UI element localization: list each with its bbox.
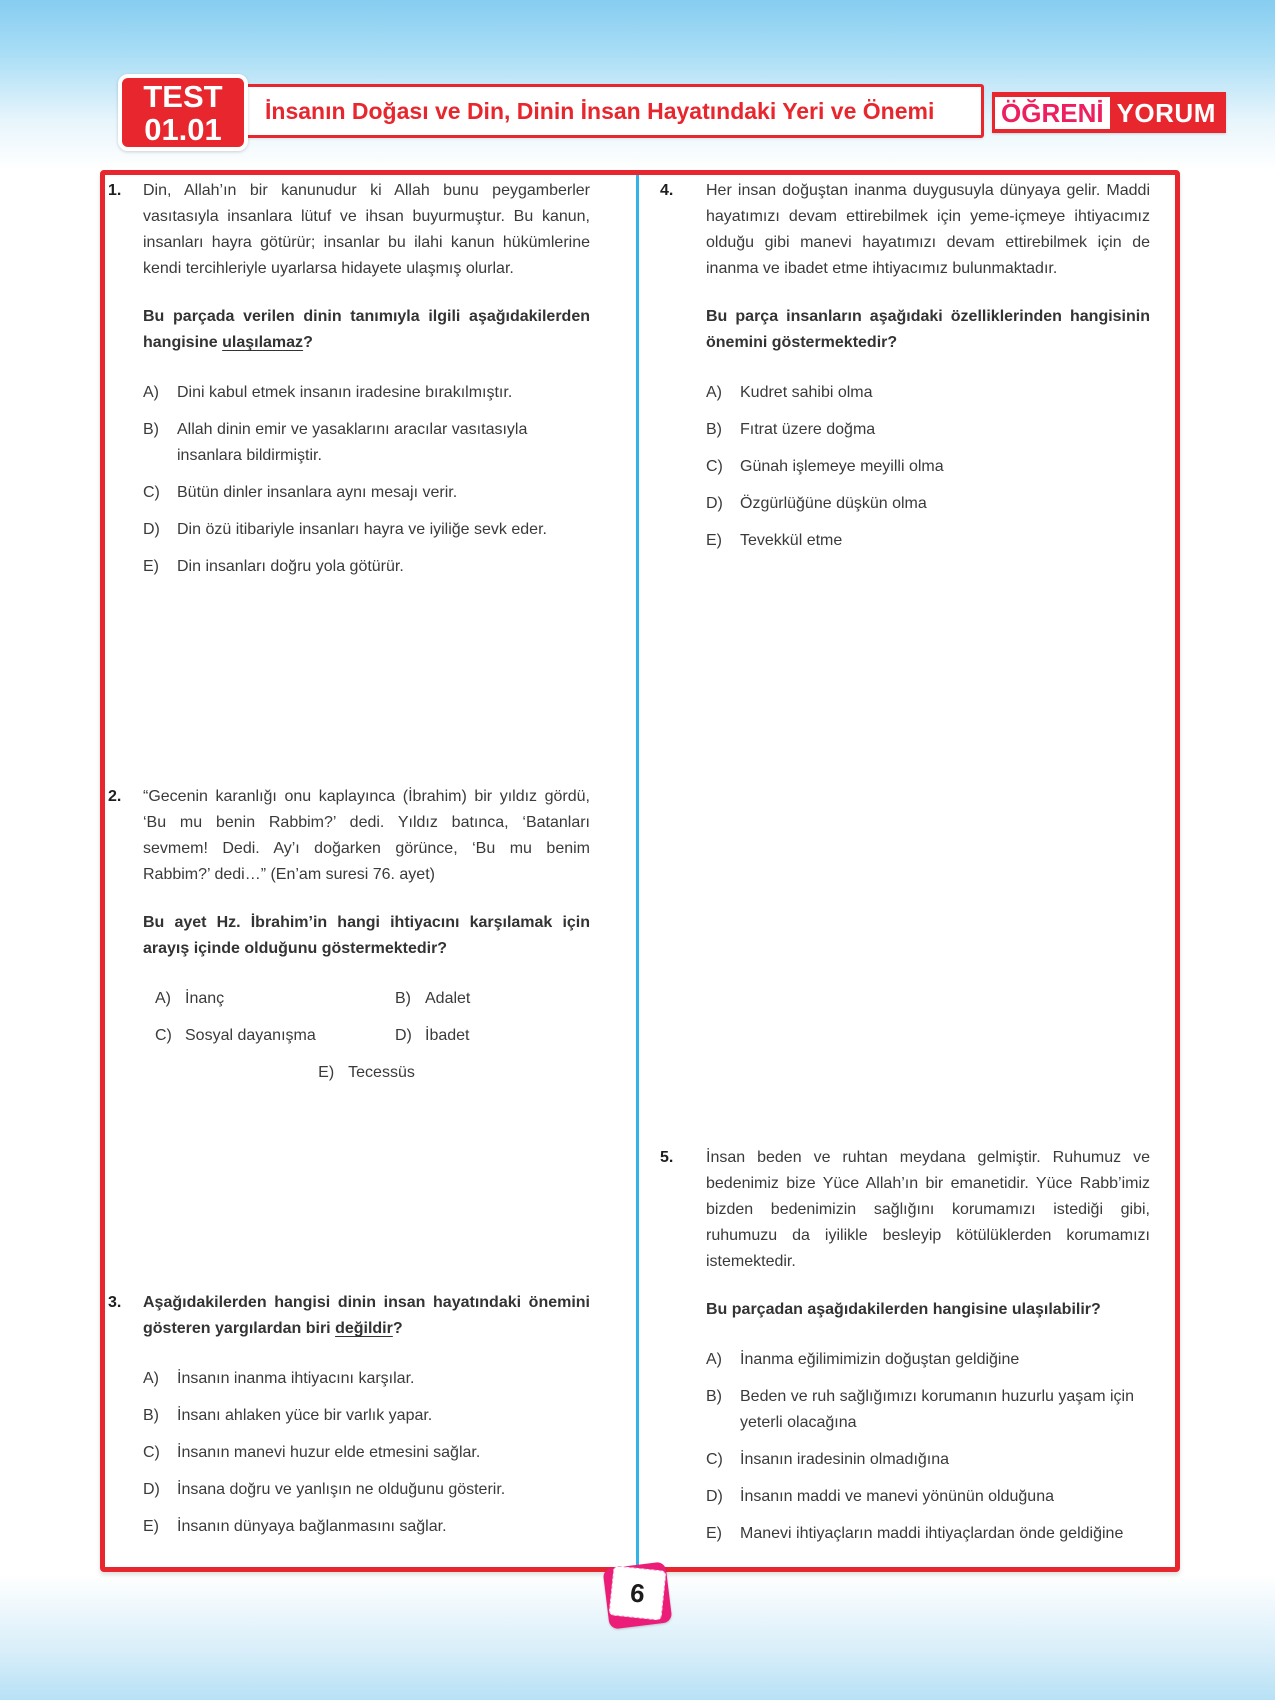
stem-text: Bu ayet Hz. İbrahim’in hangi ihtiyacını karşılamak için arayış içinde olduğunu göstermektedir? [143,914,590,957]
option-a [143,986,395,1012]
option-e [706,528,1150,554]
option-e [143,1514,590,1540]
question-4 [660,178,1150,565]
brand-part-secondary: YORUM [1116,97,1216,128]
stem-text: Aşağıdakilerden hangisi dinin insan hayatındaki önemini gösteren yargılardan biri [143,1294,590,1337]
question-paragraph: “Gecenin karanlığı onu kaplayınca (İbrahim) bir yıldız gördü, ‘Bu mu benin Rabbim?’ dedi. Yıldız batınca, ‘Batanları sevmem! Dedi. Ay’ı doğarken görünce, ‘Bu mu benim Rabbim?’ dedi…” (En’am suresi 76. ayet) [143,788,590,883]
option-text: Dini kabul etmek insanın iradesine bırakılmıştır. [177,384,513,401]
question-stem [706,304,1150,356]
options-row [143,1060,590,1086]
option-letter: C) [143,484,160,501]
option-letter: B) [395,990,411,1007]
options-list [706,1347,1150,1547]
option-a [706,380,1150,406]
options-row [143,1023,590,1049]
option-text: İnanma eğilimimizin doğuştan geldiğine [740,1351,1020,1368]
option-a [706,1347,1150,1373]
question-5 [660,1145,1150,1558]
question-1 [108,178,590,591]
question-stem [143,910,590,962]
option-d [143,1477,590,1503]
question-paragraph: Her insan doğuştan inanma duygusuyla dünyaya gelir. Maddi hayatımızı devam ettirebilmek için yeme-içmeye ihtiyacımız olduğu gibi manevi hayatımızı devam ettirebilmek için de inanma ve ibadet etme ihtiyacımız bulunmaktadır. [706,182,1150,277]
option-letter: E) [706,532,722,549]
page-title: İnsanın Doğası ve Din, Dinin İnsan Hayatındaki Yeri ve Önemi [265,97,935,124]
option-letter: E) [706,1525,722,1542]
option-text: İnsanın maddi ve manevi yönünün olduğuna [740,1488,1054,1505]
options-list [706,380,1150,554]
options-row [143,986,590,1012]
brand-part-primary: ÖĞRENİ [995,97,1110,129]
option-letter: B) [706,1388,722,1405]
option-letter: A) [143,384,159,401]
question-number: 5. [660,1149,674,1166]
option-text: Allah dinin emir ve yasaklarını aracılar vasıtasıyla insanlara bildirmiştir. [177,421,528,464]
test-label: TEST [143,78,223,114]
option-letter: C) [155,1027,172,1044]
option-letter: A) [155,990,171,1007]
option-letter: E) [143,1518,159,1535]
question-paragraph: Din, Allah’ın bir kanunudur ki Allah bunu peygamberler vasıtasıyla insanlara lütuf ve ihsan buyurmuştur. Bu kanun, insanları hayra götürür; insanlar bu ilahi kanun hükümlerine kendi tercihleriyle uyarlarsa hidayete ulaşmış olurlar. [143,182,590,277]
option-d [706,491,1150,517]
option-c [706,1447,1150,1473]
option-letter: C) [143,1444,160,1461]
option-text: Kudret sahibi olma [740,384,873,401]
options-list [143,1366,590,1540]
option-text: Tecessüs [348,1064,415,1081]
option-text: Fıtrat üzere doğma [740,421,876,438]
question-stem [143,304,590,356]
question-number: 3. [108,1294,122,1311]
option-a [143,1366,590,1392]
question-body [143,784,590,1097]
option-b [395,986,470,1012]
option-letter: D) [143,1481,160,1498]
option-letter: A) [706,384,722,401]
option-text: İnanç [185,990,225,1007]
question-stem [706,1297,1150,1323]
brand-logo [992,92,1226,133]
option-text: Adalet [425,990,471,1007]
stem-text: Bu parçada verilen dinin tanımıyla ilgili aşağıdakilerden hangisine [143,308,590,351]
option-text: Tevekkül etme [740,532,843,549]
option-text: Beden ve ruh sağlığımızı korumanın huzurlu yaşam için yeterli olacağına [740,1388,1134,1431]
question-2 [108,784,590,1097]
option-a [143,380,590,406]
option-letter: D) [706,495,723,512]
option-c [143,1440,590,1466]
option-e [318,1060,415,1086]
option-letter: B) [706,421,722,438]
option-b [706,417,1150,443]
title-bar [240,84,984,138]
question-number: 2. [108,788,122,805]
option-d [395,1023,469,1049]
option-letter: A) [143,1370,159,1387]
option-letter: E) [318,1064,335,1081]
page-number-badge [606,1565,669,1626]
options-list [143,380,590,580]
option-text: İnsanın dünyaya bağlanmasını sağlar. [177,1518,447,1535]
option-letter: C) [706,1451,723,1468]
question-number: 1. [108,182,122,199]
option-e [143,554,590,580]
test-number: 01.01 [144,111,222,147]
question-number: 4. [660,182,674,199]
stem-text: Bu parça insanların aşağıdaki özelliklerinden hangisinin önemini göstermektedir? [706,308,1150,351]
option-letter: D) [706,1488,723,1505]
option-text: Sosyal dayanışma [185,1027,316,1044]
column-divider [636,175,639,1565]
stem-text: ? [303,334,313,351]
option-letter: B) [143,1407,159,1424]
option-letter: A) [706,1351,722,1368]
question-body [706,1145,1150,1558]
option-letter: E) [143,558,159,575]
option-text: İnsanın iradesinin olmadığına [740,1451,950,1468]
option-letter: C) [706,458,723,475]
page-number: 6 [609,1565,667,1620]
stem-text: ? [392,1320,403,1337]
option-letter: B) [143,421,159,438]
option-e [706,1521,1150,1547]
option-c [143,1023,395,1049]
question-paragraph: İnsan beden ve ruhtan meydana gelmiştir. Ruhumuz ve bedenimiz bize Yüce Allah’ın bir emanetidir. Yüce Rabb’imiz bizden bedenimizin sağlığını korumamızı istediği gibi, ruhumuzu da iyilikle besleyip kötülüklerden korumamızı istemektedir. [706,1149,1150,1270]
option-letter: D) [143,521,160,538]
options-grid [143,986,590,1086]
option-text: İnsana doğru ve yanlışın ne olduğunu gösterir. [177,1481,506,1498]
option-c [706,454,1150,480]
option-d [143,517,590,543]
option-c [143,480,590,506]
option-text: Din insanları doğru yola götürür. [177,558,404,575]
stem-text: Bu parçadan aşağıdakilerden hangisine ulaşılabilir? [706,1301,1101,1318]
question-3 [108,1290,590,1551]
question-body [143,1290,590,1551]
option-b [143,417,590,469]
option-text: İbadet [425,1027,470,1044]
option-text: Din özü itibariyle insanları hayra ve iyiliğe sevk eder. [177,521,547,538]
question-body [706,178,1150,565]
option-text: İnsanın inanma ihtiyacını karşılar. [177,1370,415,1387]
option-text: Günah işlemeye meyilli olma [740,458,944,475]
option-text: Özgürlüğüne düşkün olma [740,495,927,512]
option-b [143,1403,590,1429]
option-text: İnsanın manevi huzur elde etmesini sağlar. [177,1444,481,1461]
question-stem [143,1290,590,1342]
question-body [143,178,590,591]
option-d [706,1484,1150,1510]
stem-underlined-word: ulaşılamaz [222,334,304,351]
stem-underlined-word: değildir [335,1320,393,1337]
option-b [706,1384,1150,1436]
option-text: Bütün dinler insanlara aynı mesajı verir. [177,484,458,501]
option-text: Manevi ihtiyaçların maddi ihtiyaçlardan önde geldiğine [740,1525,1124,1542]
option-text: İnsanı ahlaken yüce bir varlık yapar. [177,1407,433,1424]
option-letter: D) [395,1027,412,1044]
test-badge [118,74,248,151]
